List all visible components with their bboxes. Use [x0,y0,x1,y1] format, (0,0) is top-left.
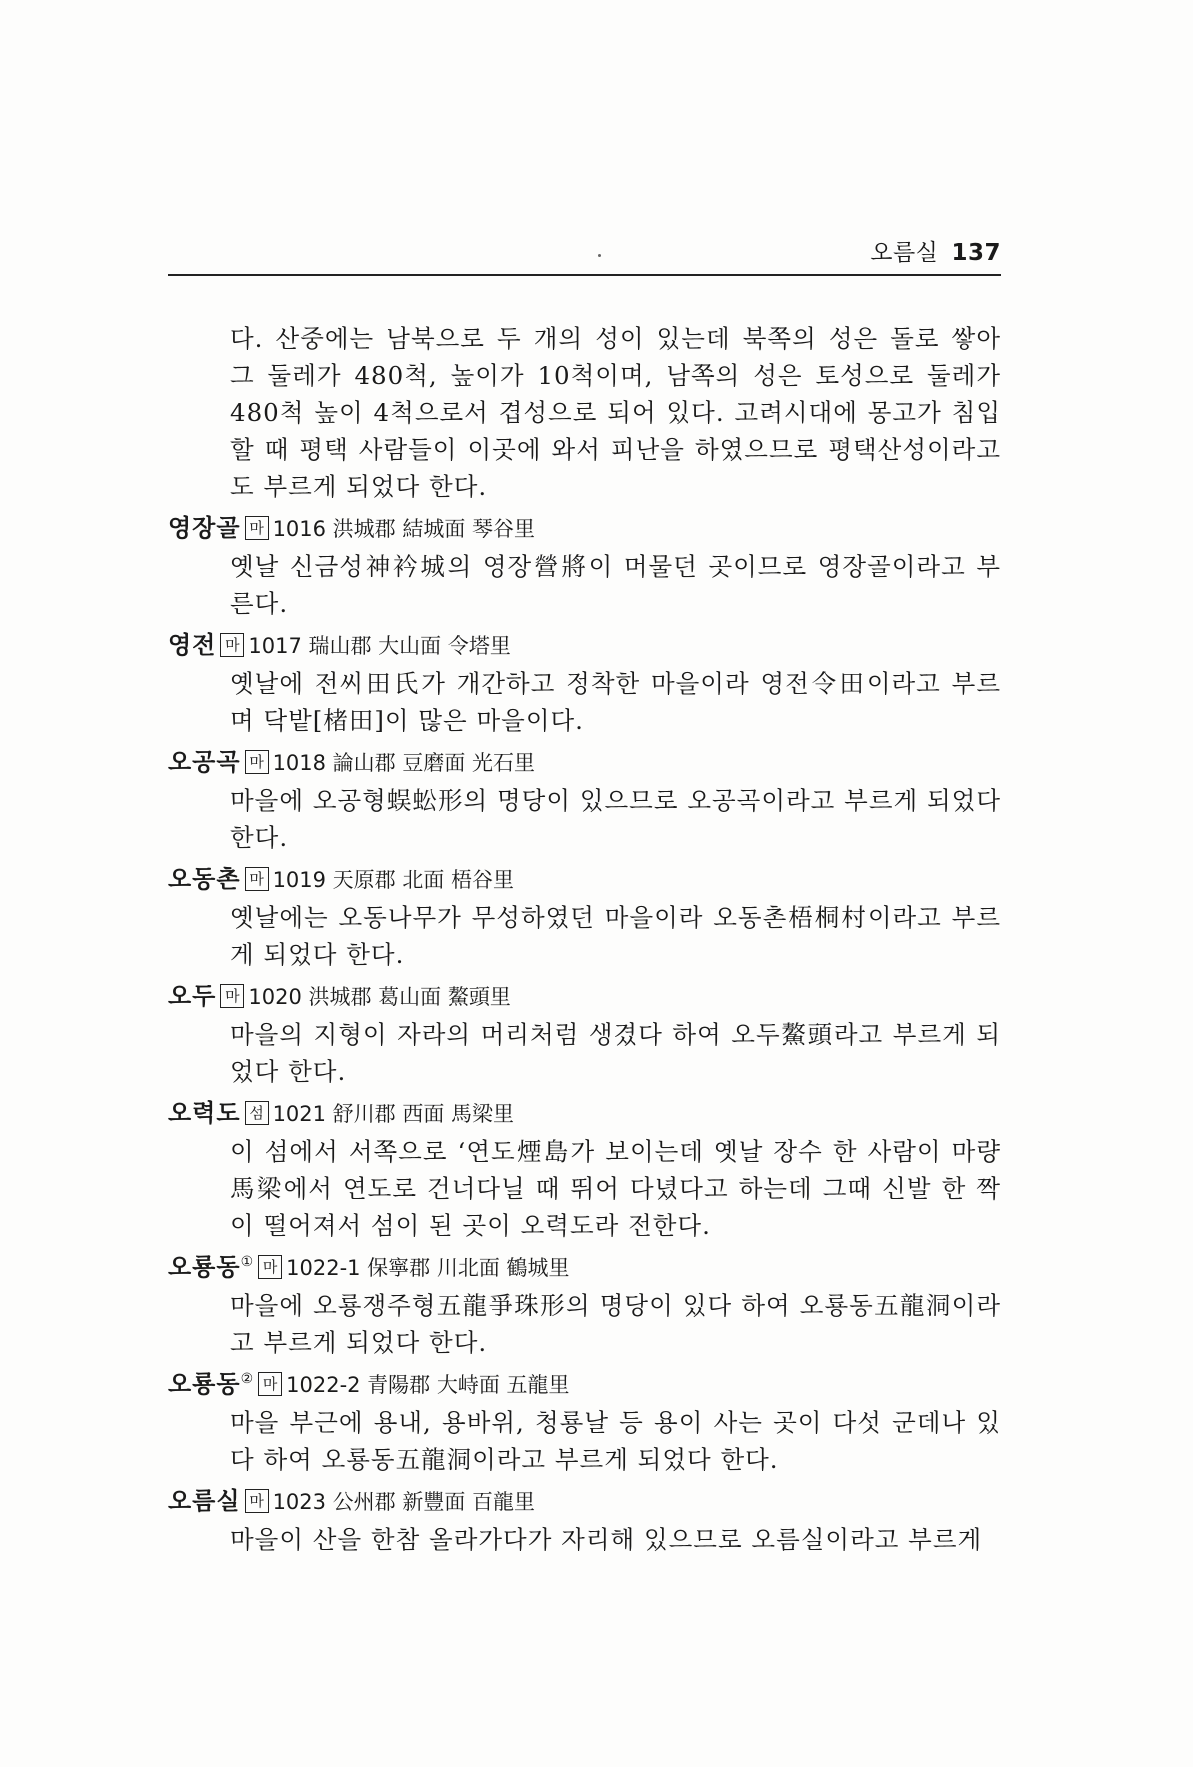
entry-text: 마을의 지형이 자라의 머리처럼 생겼다 하여 오두鰲頭라고 부르게 되었다 한다. [230,1020,1001,1086]
entry-text: 마을이 산을 한참 올라가다가 자리해 있으므로 오름실이라고 부르게 [230,1525,983,1554]
entry-text: 마을에 오룡쟁주형五龍爭珠形의 명당이 있다 하여 오룡동五龍洞이라고 부르게 되었다 한다. [230,1291,1001,1357]
entry-name: 오동촌 [168,864,241,893]
entry-location: 1023 公州郡 新豐面 百龍里 [272,1490,536,1514]
entry-location: 1020 洪城郡 葛山面 鰲頭里 [248,985,511,1009]
entry-location: 1017 瑞山郡 大山面 令塔里 [248,634,511,658]
entry [168,1090,1001,1244]
entry [168,505,1001,622]
print-speck [598,254,601,257]
running-head-title: 오름실 [870,240,939,266]
category-mark: 마 [245,516,269,540]
page-number: 137 [951,240,1001,266]
entry-name: 오룡동② [168,1369,255,1398]
entry-name: 오두 [168,981,217,1010]
entry-heading [168,1478,1001,1521]
entry-heading [168,1244,1001,1287]
entry [168,739,1001,856]
running-head [168,236,1001,276]
category-mark: 마 [258,1372,282,1396]
entry-heading [168,1361,1001,1404]
entry-name: 오공곡 [168,747,241,776]
entry-name: 영장골 [168,513,241,542]
entry [168,973,1001,1090]
entry-text: 이 섬에서 서쪽으로 ‘연도煙島가 보이는데 옛날 장수 한 사람이 마량馬梁에서 연도로 건너다닐 때 뛰어 다녔다고 하는데 그때 신발 한 짝이 떨어져서 섬이 된 곳이 오력도라 전한다. [230,1137,1001,1240]
entry-text: 옛날에는 오동나무가 무성하였던 마을이라 오동촌梧桐村이라고 부르게 되었다 한다. [230,903,1001,969]
entry-heading [168,973,1001,1016]
entry-location: 1022-2 青陽郡 大峙面 五龍里 [286,1373,570,1397]
category-mark: 마 [220,984,244,1008]
entry-text: 옛날 신금성神衿城의 영장營將이 머물던 곳이므로 영장골이라고 부른다. [230,552,1001,618]
category-mark: 마 [245,1489,269,1513]
entry [168,1361,1001,1478]
entry-heading [168,505,1001,548]
entry-name: 오력도 [168,1098,241,1127]
entry-heading [168,739,1001,782]
entry-name: 영전 [168,630,217,659]
entry [168,622,1001,739]
entry-location: 1019 天原郡 北面 梧谷里 [272,868,515,892]
entry-text: 마을에 오공형蜈蚣形의 명당이 있으므로 오공곡이라고 부르게 되었다 한다. [230,786,1001,852]
entry [168,1244,1001,1361]
category-mark: 마 [220,633,244,657]
entry-heading [168,856,1001,899]
entry [168,856,1001,973]
category-mark: 마 [245,867,269,891]
entry-location: 1018 論山郡 豆磨面 光石里 [272,751,536,775]
entry-name: 오룡동① [168,1252,255,1281]
entry [168,1478,1001,1558]
intro-paragraph: 다. 산중에는 남북으로 두 개의 성이 있는데 북쪽의 성은 돌로 쌓아 그 둘레가 480척, 높이가 10척이며, 남쪽의 성은 토성으로 둘레가 480척 높이 4척으로서 겹성으로 되어 있다. 고려시대에 몽고가 침입할 때 평택 사람들이 이곳에 와서 피난을 하였으므로 평택산성이라고도 부르게 되었다 한다. [230,324,1001,501]
entry-text: 옛날에 전씨田氏가 개간하고 정착한 마을이라 영전令田이라고 부르며 닥밭[楮田]이 많은 마을이다. [230,669,1001,735]
entry-heading [168,1090,1001,1133]
entry-location: 1022-1 保寧郡 川北面 鶴城里 [286,1256,570,1280]
category-mark: 마 [258,1255,282,1279]
entry-heading [168,622,1001,665]
category-mark: 섬 [245,1101,269,1125]
entry-text: 마을 부근에 용내, 용바위, 청룡날 등 용이 사는 곳이 다섯 군데나 있다 하여 오룡동五龍洞이라고 부르게 되었다 한다. [230,1408,1001,1474]
page-body [168,320,1001,1558]
entry-name: 오름실 [168,1486,241,1515]
category-mark: 마 [245,750,269,774]
entry-location: 1021 舒川郡 西面 馬梁里 [272,1102,515,1126]
entry-location: 1016 洪城郡 結城面 琴谷里 [272,517,536,541]
